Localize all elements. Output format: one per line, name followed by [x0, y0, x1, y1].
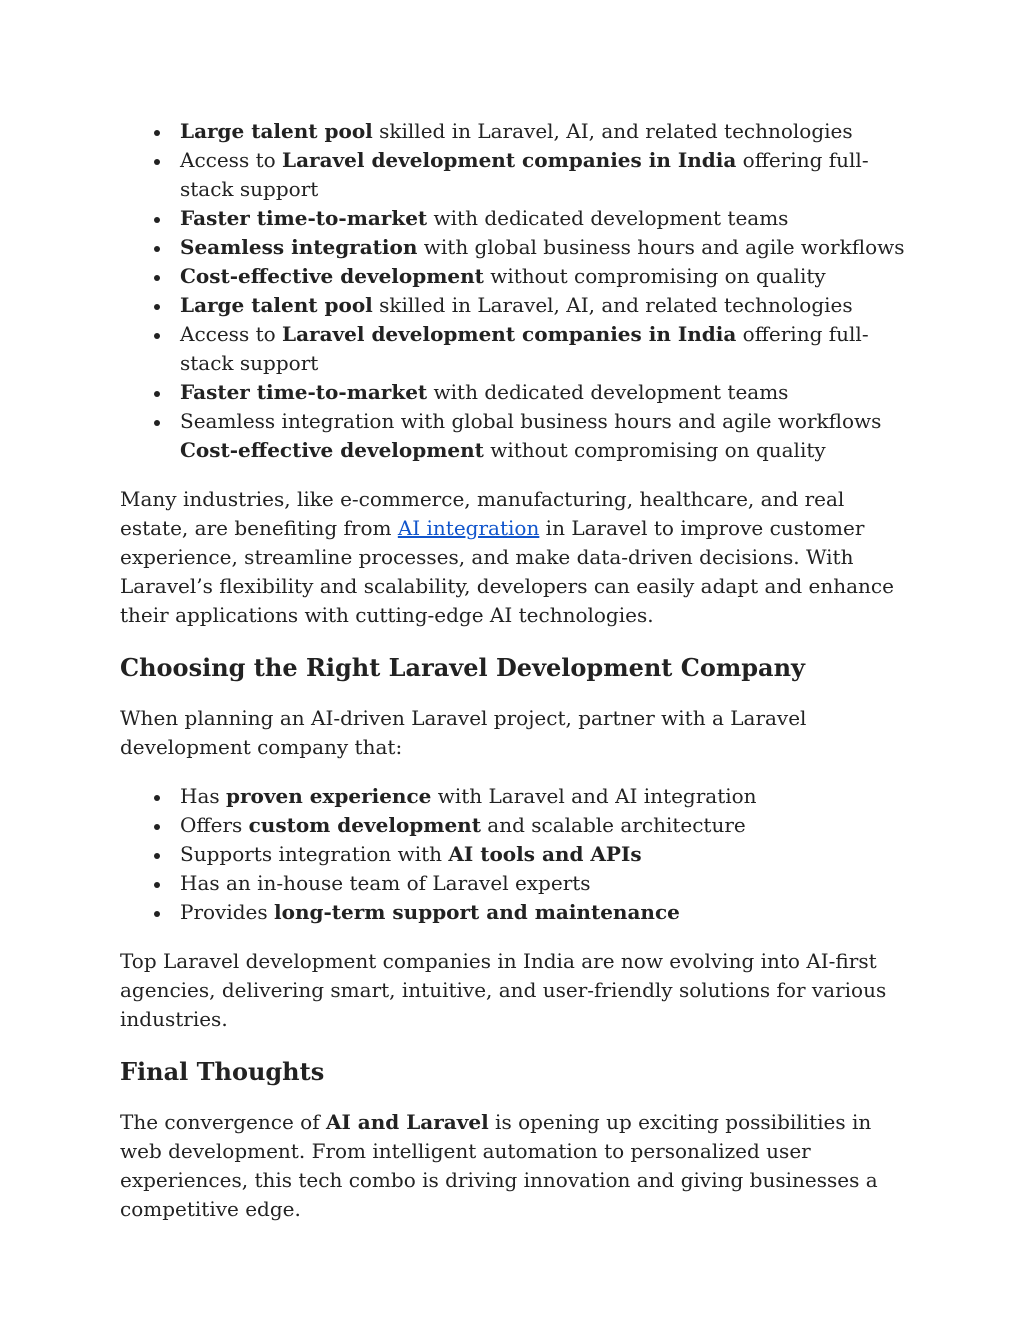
- section-heading-final-thoughts: Final Thoughts: [120, 1057, 325, 1086]
- list-item: Has proven experience with Laravel and AI integration: [120, 782, 910, 811]
- ai-integration-link[interactable]: AI integration: [397, 516, 540, 540]
- list-item: Cost-effective development without compromising on quality: [120, 262, 910, 291]
- convergence-paragraph: The convergence of AI and Laravel is opening up exciting possibilities in web development. From intelligent automation to personalized user experiences, this tech combo is driving innovation and giving businesses a competitive edge.: [120, 1110, 878, 1221]
- list-item: Large talent pool skilled in Laravel, AI, and related technologies: [120, 117, 910, 146]
- benefits-list: [120, 117, 910, 465]
- list-item: Faster time-to-market with dedicated development teams: [120, 204, 910, 233]
- section-heading-choosing: Choosing the Right Laravel Development Company: [120, 653, 805, 682]
- list-item: Offers custom development and scalable architecture: [120, 811, 910, 840]
- planning-paragraph: When planning an AI-driven Laravel project, partner with a Laravel development company that:: [120, 706, 807, 759]
- top-companies-paragraph: Top Laravel development companies in India are now evolving into AI-first agencies, delivering smart, intuitive, and user-friendly solutions for various industries.: [120, 949, 887, 1031]
- list-item: Provides long-term support and maintenance: [120, 898, 910, 927]
- company-criteria-list: [120, 782, 910, 927]
- list-item: Large talent pool skilled in Laravel, AI, and related technologies: [120, 291, 910, 320]
- list-item-continuation: Cost-effective development without compromising on quality: [180, 438, 826, 462]
- list-item: Faster time-to-market with dedicated development teams: [120, 378, 910, 407]
- list-item: Has an in-house team of Laravel experts: [120, 869, 910, 898]
- list-item: Seamless integration with global business hours and agile workflows: [120, 233, 910, 262]
- document-content: [120, 117, 910, 1224]
- list-item: Supports integration with AI tools and APIs: [120, 840, 910, 869]
- industries-paragraph: Many industries, like e-commerce, manufacturing, healthcare, and real estate, are benefiting from AI integration in Laravel to improve customer experience, streamline processes, and make data-driven decisions. With Laravel’s flexibility and scalability, developers can easily adapt and enhance their applications with cutting-edge AI technologies.: [120, 487, 894, 627]
- list-item: Access to Laravel development companies in India offering full-stack support: [120, 320, 910, 378]
- list-item: Access to Laravel development companies in India offering full-stack support: [120, 146, 910, 204]
- list-item: Seamless integration with global business hours and agile workflows: [120, 407, 910, 436]
